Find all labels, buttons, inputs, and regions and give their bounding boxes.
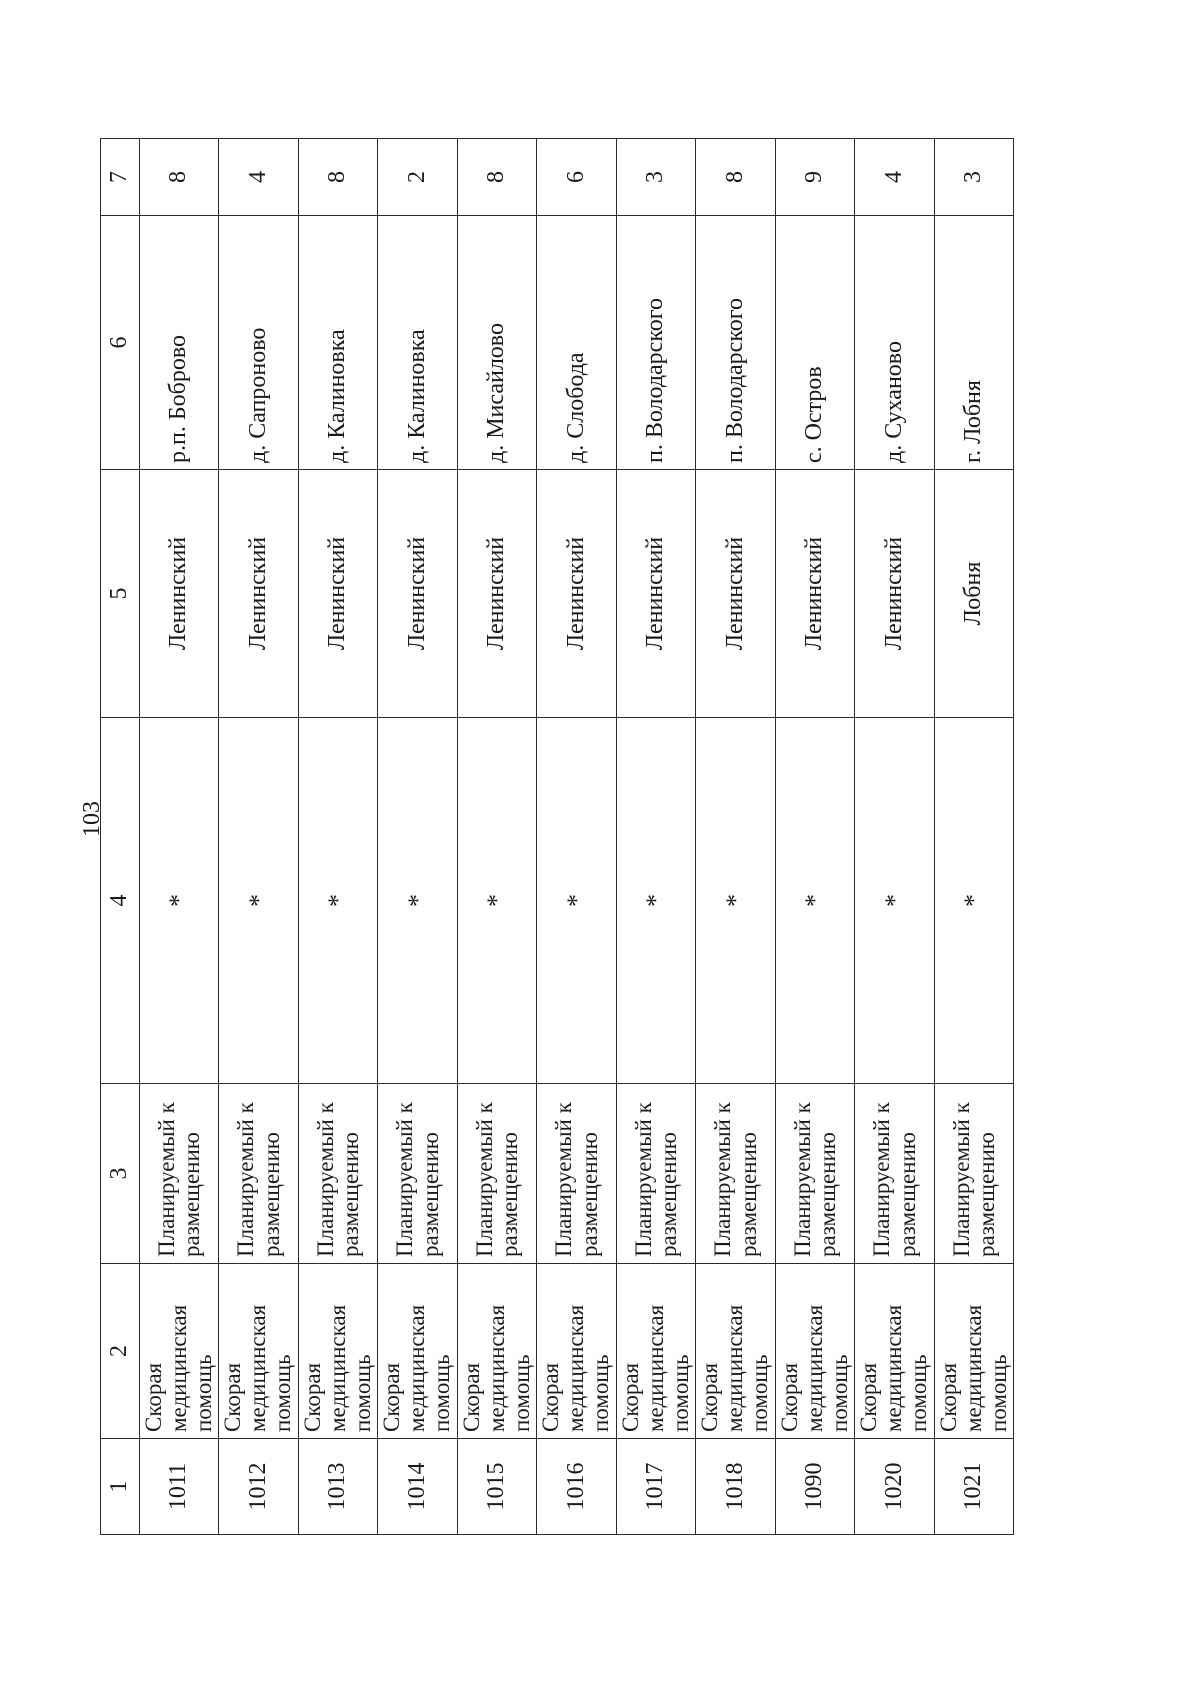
table-row xyxy=(378,139,457,1535)
column-header: 5 xyxy=(101,470,140,718)
service-type-cell: Скорая медицинская помощь xyxy=(219,1264,298,1439)
service-type-cell: Скорая медицинская помощь xyxy=(934,1264,1013,1439)
row-id-cell: 1013 xyxy=(298,1439,377,1535)
column-header: 4 xyxy=(101,718,140,1084)
table-row xyxy=(696,139,775,1535)
table-row xyxy=(855,139,934,1535)
district-cell: Ленинский xyxy=(616,470,695,718)
count-cell: 2 xyxy=(378,139,457,216)
district-cell: Лобня xyxy=(934,470,1013,718)
count-cell: 8 xyxy=(298,139,377,216)
status-cell: Планируемый к размещению xyxy=(219,1084,298,1264)
column-header: 6 xyxy=(101,216,140,470)
locality-cell: п. Володарского xyxy=(696,216,775,470)
count-cell: 8 xyxy=(140,139,219,216)
locality-cell: д. Сапроново xyxy=(219,216,298,470)
mark-cell: * xyxy=(298,718,377,1084)
count-cell: 8 xyxy=(696,139,775,216)
mark-cell: * xyxy=(140,718,219,1084)
row-id-cell: 1014 xyxy=(378,1439,457,1535)
table-row xyxy=(298,139,377,1535)
mark-cell: * xyxy=(537,718,616,1084)
district-cell: Ленинский xyxy=(140,470,219,718)
table-row xyxy=(775,139,854,1535)
service-type-cell: Скорая медицинская помощь xyxy=(298,1264,377,1439)
row-id-cell: 1015 xyxy=(457,1439,536,1535)
table-header-row xyxy=(101,139,140,1535)
mark-cell: * xyxy=(219,718,298,1084)
status-cell: Планируемый к размещению xyxy=(616,1084,695,1264)
status-cell: Планируемый к размещению xyxy=(696,1084,775,1264)
mark-cell: * xyxy=(696,718,775,1084)
column-header: 1 xyxy=(101,1439,140,1535)
locality-cell: д. Суханово xyxy=(855,216,934,470)
service-type-cell: Скорая медицинская помощь xyxy=(378,1264,457,1439)
table-row xyxy=(537,139,616,1535)
service-type-cell: Скорая медицинская помощь xyxy=(537,1264,616,1439)
status-cell: Планируемый к размещению xyxy=(934,1084,1013,1264)
status-cell: Планируемый к размещению xyxy=(537,1084,616,1264)
table-row xyxy=(140,139,219,1535)
service-type-cell: Скорая медицинская помощь xyxy=(616,1264,695,1439)
mark-cell: * xyxy=(855,718,934,1084)
service-type-cell: Скорая медицинская помощь xyxy=(140,1264,219,1439)
district-cell: Ленинский xyxy=(298,470,377,718)
status-cell: Планируемый к размещению xyxy=(855,1084,934,1264)
table-row xyxy=(219,139,298,1535)
row-id-cell: 1012 xyxy=(219,1439,298,1535)
district-cell: Ленинский xyxy=(855,470,934,718)
locality-cell: д. Калиновка xyxy=(298,216,377,470)
locality-cell: д. Мисайлово xyxy=(457,216,536,470)
district-cell: Ленинский xyxy=(378,470,457,718)
locality-cell: п. Володарского xyxy=(616,216,695,470)
locality-cell: г. Лобня xyxy=(934,216,1013,470)
table-row xyxy=(934,139,1013,1535)
row-id-cell: 1016 xyxy=(537,1439,616,1535)
status-cell: Планируемый к размещению xyxy=(140,1084,219,1264)
mark-cell: * xyxy=(934,718,1013,1084)
data-table xyxy=(100,138,1014,1535)
locality-cell: р.п. Боброво xyxy=(140,216,219,470)
count-cell: 4 xyxy=(855,139,934,216)
service-type-cell: Скорая медицинская помощь xyxy=(696,1264,775,1439)
service-type-cell: Скорая медицинская помощь xyxy=(775,1264,854,1439)
locality-cell: с. Остров xyxy=(775,216,854,470)
count-cell: 9 xyxy=(775,139,854,216)
status-cell: Планируемый к размещению xyxy=(457,1084,536,1264)
column-header: 3 xyxy=(101,1084,140,1264)
district-cell: Ленинский xyxy=(457,470,536,718)
district-cell: Ленинский xyxy=(537,470,616,718)
mark-cell: * xyxy=(616,718,695,1084)
page-number: 103 xyxy=(79,801,105,837)
status-cell: Планируемый к размещению xyxy=(298,1084,377,1264)
row-id-cell: 1020 xyxy=(855,1439,934,1535)
locality-cell: д. Калиновка xyxy=(378,216,457,470)
mark-cell: * xyxy=(378,718,457,1084)
count-cell: 3 xyxy=(616,139,695,216)
column-header: 7 xyxy=(101,139,140,216)
row-id-cell: 1090 xyxy=(775,1439,854,1535)
mark-cell: * xyxy=(457,718,536,1084)
row-id-cell: 1018 xyxy=(696,1439,775,1535)
table-row xyxy=(457,139,536,1535)
row-id-cell: 1021 xyxy=(934,1439,1013,1535)
locality-cell: д. Слобода xyxy=(537,216,616,470)
count-cell: 3 xyxy=(934,139,1013,216)
table-body xyxy=(101,139,1014,1535)
row-id-cell: 1017 xyxy=(616,1439,695,1535)
count-cell: 6 xyxy=(537,139,616,216)
status-cell: Планируемый к размещению xyxy=(775,1084,854,1264)
district-cell: Ленинский xyxy=(219,470,298,718)
district-cell: Ленинский xyxy=(775,470,854,718)
district-cell: Ленинский xyxy=(696,470,775,718)
column-header: 2 xyxy=(101,1264,140,1439)
row-id-cell: 1011 xyxy=(140,1439,219,1535)
service-type-cell: Скорая медицинская помощь xyxy=(457,1264,536,1439)
status-cell: Планируемый к размещению xyxy=(378,1084,457,1264)
service-type-cell: Скорая медицинская помощь xyxy=(855,1264,934,1439)
count-cell: 4 xyxy=(219,139,298,216)
table-row xyxy=(616,139,695,1535)
mark-cell: * xyxy=(775,718,854,1084)
count-cell: 8 xyxy=(457,139,536,216)
